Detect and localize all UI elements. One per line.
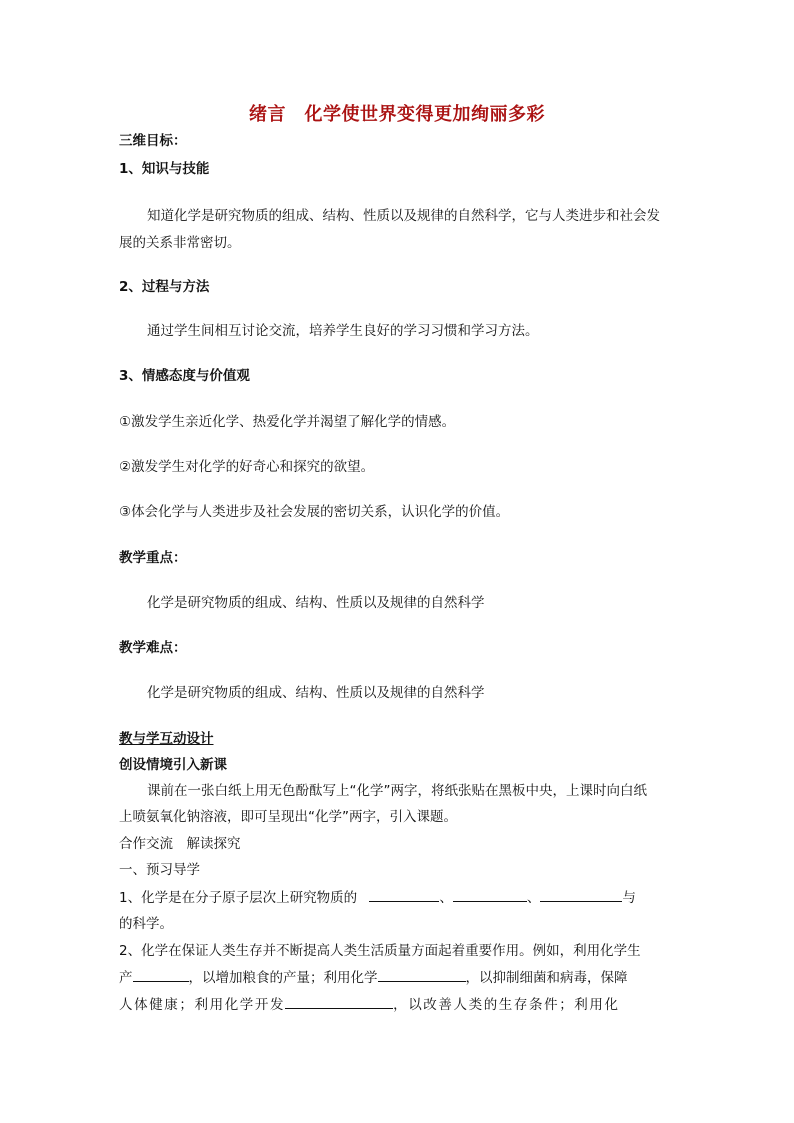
question1-end: 与 xyxy=(622,890,636,906)
page-title: 绪言 化学使世界变得更加绚丽多彩 xyxy=(249,104,545,125)
preview-heading: 一、预习导学 xyxy=(119,862,200,878)
blank-separator: 、 xyxy=(526,890,541,906)
section3-item2: ②激发学生对化学的好奇心和探究的欲望。 xyxy=(119,459,375,475)
question2-text: ，以增加粮食的产量；利用化学 xyxy=(188,970,378,986)
question2-text: 人体健康；利用化学开发 xyxy=(119,997,286,1013)
section3-item1: ①激发学生亲近化学、热爱化学并渴望了解化学的情感。 xyxy=(119,414,456,430)
question2-line1: 2、化学在保证人类生存并不断提高人类生活质量方面起着重要作用。例如，利用化学生 xyxy=(119,943,641,959)
answer-blank[interactable] xyxy=(378,969,466,982)
question2-line3 xyxy=(119,996,620,1014)
intro-text-line1: 课前在一张白纸上用无色酚酞写上“化学”两字，将纸张贴在黑板中央，上课时向白纸 xyxy=(147,783,647,799)
cooperation-heading: 合作交流 解读探究 xyxy=(119,836,241,852)
question2-line2 xyxy=(119,969,628,987)
blank-separator: 、 xyxy=(439,890,453,906)
answer-blank[interactable] xyxy=(540,889,622,902)
key-point-heading: 教学重点： xyxy=(119,550,187,566)
question1-text: 1、化学是在分子原子层次上研究物质的 xyxy=(119,890,358,906)
answer-blank[interactable] xyxy=(133,969,189,982)
answer-blank[interactable] xyxy=(285,996,393,1009)
answer-blank[interactable] xyxy=(369,889,439,902)
question1-line1 xyxy=(119,889,636,907)
design-heading: 教与学互动设计 xyxy=(119,731,214,747)
section1-text-line1: 知道化学是研究物质的组成、结构、性质以及规律的自然科学，它与人类进步和社会发 xyxy=(147,208,660,224)
section1-heading: 1、知识与技能 xyxy=(119,161,210,177)
section1-text-line2: 展的关系非常密切。 xyxy=(119,235,241,251)
intro-text-line2: 上喷氨氧化钠溶液，即可呈现出“化学”两字，引入课题。 xyxy=(119,809,457,825)
question2-text: ，以改善人类的生存条件；利用化 xyxy=(393,997,620,1013)
question1-line2: 的科学。 xyxy=(119,916,173,932)
key-point-text: 化学是研究物质的组成、结构、性质以及规律的自然科学 xyxy=(147,595,485,611)
section2-heading: 2、过程与方法 xyxy=(119,279,210,295)
answer-blank[interactable] xyxy=(453,889,527,902)
section3-item3: ③体会化学与人类进步及社会发展的密切关系，认识化学的价值。 xyxy=(119,504,510,520)
difficulty-heading: 教学难点： xyxy=(119,640,187,656)
section3-heading: 3、情感态度与价值观 xyxy=(119,368,250,384)
objectives-heading: 三维目标： xyxy=(119,133,187,149)
question2-text: ，以抑制细菌和病毒，保障 xyxy=(465,970,628,986)
section2-text: 通过学生间相互讨论交流，培养学生良好的学习习惯和学习方法。 xyxy=(147,323,539,339)
question2-text: 产 xyxy=(119,970,133,986)
difficulty-text: 化学是研究物质的组成、结构、性质以及规律的自然科学 xyxy=(147,685,485,701)
intro-heading: 创设情境引入新课 xyxy=(119,757,227,773)
